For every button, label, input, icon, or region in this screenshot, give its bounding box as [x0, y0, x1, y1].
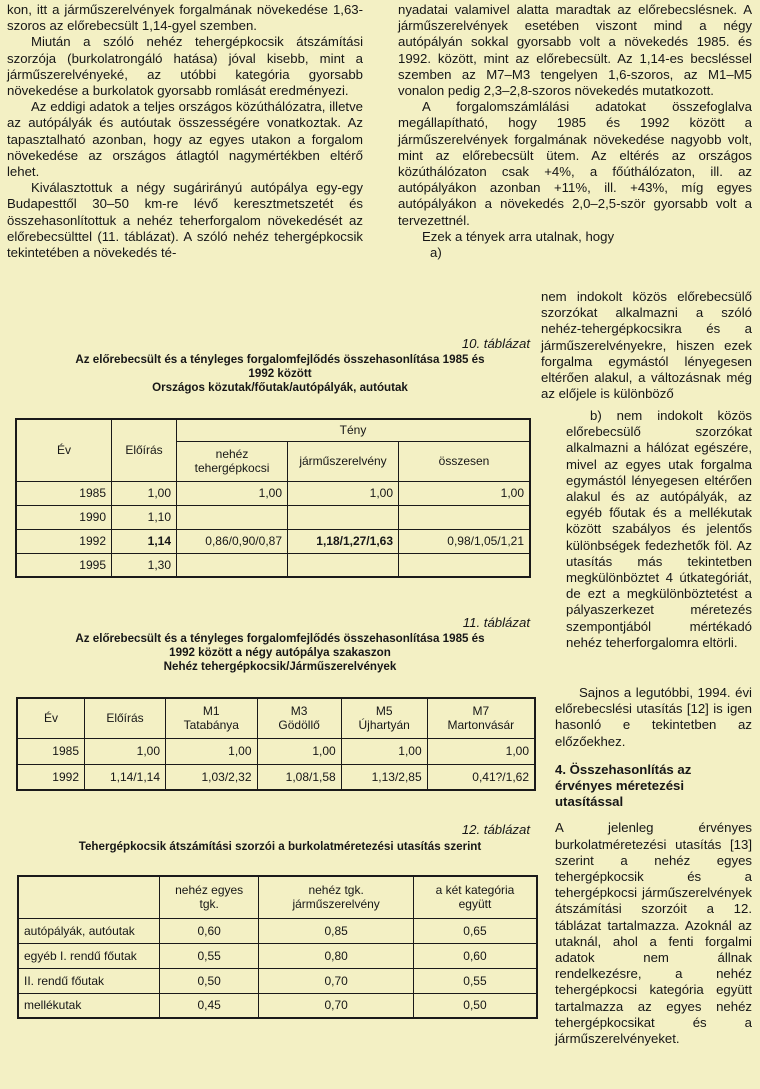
paragraph: Sajnos a legutóbbi, 1994. évi előrebecslési utasítás [12] is igen hasonló e tekintetben az előzőekhez.	[555, 685, 752, 749]
title-line: Az előrebecsült és a tényleges forgalomfejlődés összehasonlítása 1985 és	[75, 353, 485, 366]
cell: 1,08/1,58	[257, 764, 341, 790]
cell: 1990	[16, 505, 112, 529]
list-a-text	[541, 289, 752, 402]
cell: 1,00	[166, 738, 258, 764]
cell	[288, 505, 399, 529]
list-label: b)	[590, 408, 602, 423]
header-m7	[427, 698, 535, 738]
header-ev: Év	[16, 419, 112, 481]
cell: 1985	[17, 738, 85, 764]
paragraph: Az eddigi adatok a teljes országos közúthálózatra, illetve az autópályák és autóutak összességére vonatkoztak. Az tapasztalható azonban, hogy az egyes utakon a forgalom növekedése az országos átlagtól nagymértékben eltérő lehet.	[7, 99, 363, 180]
cell: 1,18/1,27/1,63	[288, 529, 399, 553]
cell: 1,00	[257, 738, 341, 764]
list	[422, 245, 752, 261]
cell: 0,70	[259, 968, 414, 993]
cell: 1,00	[288, 481, 399, 505]
list-a-body: nem indokolt közös előrebecsülő szorzókat alkalmazni a szóló nehéz-tehergépkocsikra és a járműszerelvényekre, hiszen ezek forgalma egymástól lényegesen eltérően alakul, a változásnak még az előjele is különböző	[541, 289, 752, 402]
cell: 1,03/2,32	[166, 764, 258, 790]
table-10-title	[10, 353, 550, 395]
cell: 0,70	[259, 993, 414, 1018]
table-11	[16, 697, 536, 791]
cell: autópályák, autóutak	[18, 918, 160, 943]
cell	[288, 553, 399, 577]
cell: 1,00	[341, 738, 427, 764]
left-column	[7, 2, 363, 261]
header-jarmu: nehéz tgk. járműszerelvény	[259, 876, 414, 918]
cell: 1992	[16, 529, 112, 553]
table-12	[17, 875, 538, 1019]
header-nehez: nehéz tehergépkocsi	[177, 441, 288, 481]
table-row	[18, 993, 537, 1018]
table-row	[18, 943, 537, 968]
title-line: Nehéz tehergépkocsik/Járműszerelvények	[163, 660, 397, 673]
paragraph: A forgalomszámlálási adatokat összefoglalva megállapítható, hogy 1985 és 1992 között a járműszerelvények forgalmának növekedése nagyobb volt, mint az előrebecsült ütem. Az eltérés az országos közúthálózaton csak +4%, a főúthálózaton, ill. az autópályákon azonban +11%, ill. +43%, míg egyes autópályákon a növekedés 2,0–2,5-ször gyorsabb volt a tervezettnél.	[398, 99, 752, 228]
title-line: Országos közutak/főutak/autópályák, autóutak	[152, 381, 408, 394]
paragraph: Ezek a tények arra utalnak, hogy	[422, 228, 615, 244]
header-eloiras: Előírás	[85, 698, 166, 738]
header-teny: Tény	[177, 419, 531, 441]
cell: 0,50	[413, 993, 537, 1018]
list-item-a	[422, 245, 752, 261]
cell: 0,85	[259, 918, 414, 943]
cell: 1,13/2,85	[341, 764, 427, 790]
cell	[399, 505, 531, 529]
table-row	[16, 529, 530, 553]
table-row	[16, 505, 530, 529]
table-row	[18, 968, 537, 993]
cell: 0,41?/1,62	[427, 764, 535, 790]
cell: 0,80	[259, 943, 414, 968]
cell: egyéb I. rendű főutak	[18, 943, 160, 968]
header-egyutt: a két kategória együtt	[413, 876, 537, 918]
place: Tatabánya	[183, 718, 239, 733]
place: Újhartyán	[358, 718, 410, 733]
table-11-caption: 11. táblázat	[462, 615, 530, 630]
cell: 1,00	[85, 738, 166, 764]
place: Martonvásár	[447, 718, 515, 733]
title-line: 1992 között	[248, 367, 312, 380]
table-11-title	[10, 632, 550, 674]
cell: 0,65	[413, 918, 537, 943]
paragraph: nyadatai valamivel alatta maradtak az előrebecslésnek. A járműszerelvények esetében viszont mind a négy autópályán sokkal gyorsabb volt a növekedés 1985. és 1992. között, mint az előrebecsült. Az 1,14-es becsléssel szemben az M7–M3 tengelyen 1,6-szoros, az M1–M5 vonalon pedig 2,3–2,8-szoros növekedés mutatkozott.	[398, 2, 752, 99]
table-10	[15, 418, 531, 578]
cell: 1,30	[112, 553, 177, 577]
title-line: Az előrebecsült és a tényleges forgalomfejlődés összehasonlítása 1985 és	[75, 632, 485, 645]
cell: 0,55	[160, 943, 259, 968]
cell: II. rendű főutak	[18, 968, 160, 993]
cell: 1,14	[112, 529, 177, 553]
table-row	[16, 553, 530, 577]
list-b-text: nem indokolt közös előrebecsülő szorzókat alkalmazni a hálózat egészére, mivel az egyes utak forgalma egymástól lényegesen eltérően alakul és az autópályák, az egyéb főutak és a mellékutak között szabályos és jelentős különbségek fedezhetők föl. Az utasítás más tekintetben megkülönböztet 4 útkategóriát, de ezt a megkülönböztetést a pályaszerkezet méretezés szempontjából mértékadó nehéz teherforgalomra eltörli.	[566, 408, 752, 650]
place: Gödöllő	[278, 718, 320, 733]
paragraph: A jelenleg érvényes burkolatméretezési utasítás [13] szerint a nehéz egyes tehergépkocsik és a tehergépkocsi járműszerelvények átszámítási szorzóit a 12. táblázat tartalmazza. Azoknál az utaknál, ahol a fenti forgalmi adatok nem állnak rendelkezésre, a nehéz tehergépkocsi kategória együtt tartalmazza az egyes nehéz tehergépkocsikat és a járműszerelvényeket.	[555, 820, 752, 1047]
cell: 0,98/1,05/1,21	[399, 529, 531, 553]
cell: 0,60	[160, 918, 259, 943]
cell: 1,00	[112, 481, 177, 505]
table-row	[17, 738, 535, 764]
header-m5	[341, 698, 427, 738]
cell: 1,00	[399, 481, 531, 505]
header-ev: Év	[17, 698, 85, 738]
list-b-body	[566, 408, 752, 651]
road: M5	[375, 704, 393, 719]
cell	[399, 553, 531, 577]
cell: 0,50	[160, 968, 259, 993]
cell: 1995	[16, 553, 112, 577]
cell: 0,86/0,90/0,87	[177, 529, 288, 553]
road: M1	[202, 704, 220, 719]
road: M3	[290, 704, 308, 719]
list-b-block	[566, 408, 752, 651]
cell: 1,00	[177, 481, 288, 505]
header-m3	[257, 698, 341, 738]
right-column	[398, 2, 752, 261]
table-12-title: Tehergépkocsik átszámítási szorzói a burkolatméretezési utasítás szerint	[78, 840, 482, 853]
cell: 0,55	[413, 968, 537, 993]
cell: 0,45	[160, 993, 259, 1018]
paragraph: Miután a szóló nehéz tehergépkocsik átszámítási szorzója (burkolatrongáló hatása) jóval kisebb, mint a járműszerelvényeké, az utóbbi kategória gyorsabb növekedése a burkolatok gyorsabb romlását eredményezi.	[7, 34, 363, 99]
road: M7	[472, 704, 490, 719]
title-line: 1992 között a négy autópálya szakaszon	[169, 646, 391, 659]
list-label: a)	[430, 245, 442, 261]
header-m1	[166, 698, 258, 738]
cell: 0,60	[413, 943, 537, 968]
cell: mellékutak	[18, 993, 160, 1018]
table-row	[16, 481, 530, 505]
table-10-caption: 10. táblázat	[461, 336, 530, 351]
header-empty	[18, 876, 160, 918]
cell: 1,00	[427, 738, 535, 764]
header-jarmu: járműszerelvény	[288, 441, 399, 481]
cell: 1,14/1,14	[85, 764, 166, 790]
section-heading: 4. Összehasonlítás az érvényes méretezési utasítással	[555, 761, 692, 810]
cell: 1992	[17, 764, 85, 790]
table-row	[17, 764, 535, 790]
right-lower	[555, 685, 752, 1047]
header-eloiras: Előírás	[112, 419, 177, 481]
table-row	[18, 918, 537, 943]
cell: 1,10	[112, 505, 177, 529]
header-ossz: összesen	[399, 441, 531, 481]
cell	[177, 505, 288, 529]
table-12-caption: 12. táblázat	[461, 822, 530, 837]
cell: 1985	[16, 481, 112, 505]
cell	[177, 553, 288, 577]
header-nehez-egyes: nehéz egyes tgk.	[160, 876, 259, 918]
paragraph: kon, itt a járműszerelvények forgalmának növekedése 1,63-szoros az előrebecsült 1,14-gyel szemben.	[7, 2, 363, 34]
paragraph: Kiválasztottuk a négy sugárirányú autópálya egy-egy Budapesttől 30–50 km-re lévő keresztmetszetét és összehasonlítottuk a nehéz teherforgalom növekedését az előrebecsülttel (11. táblázat). A szóló nehéz tehergépkocsik tekintetében a növekedés té-	[7, 180, 363, 261]
